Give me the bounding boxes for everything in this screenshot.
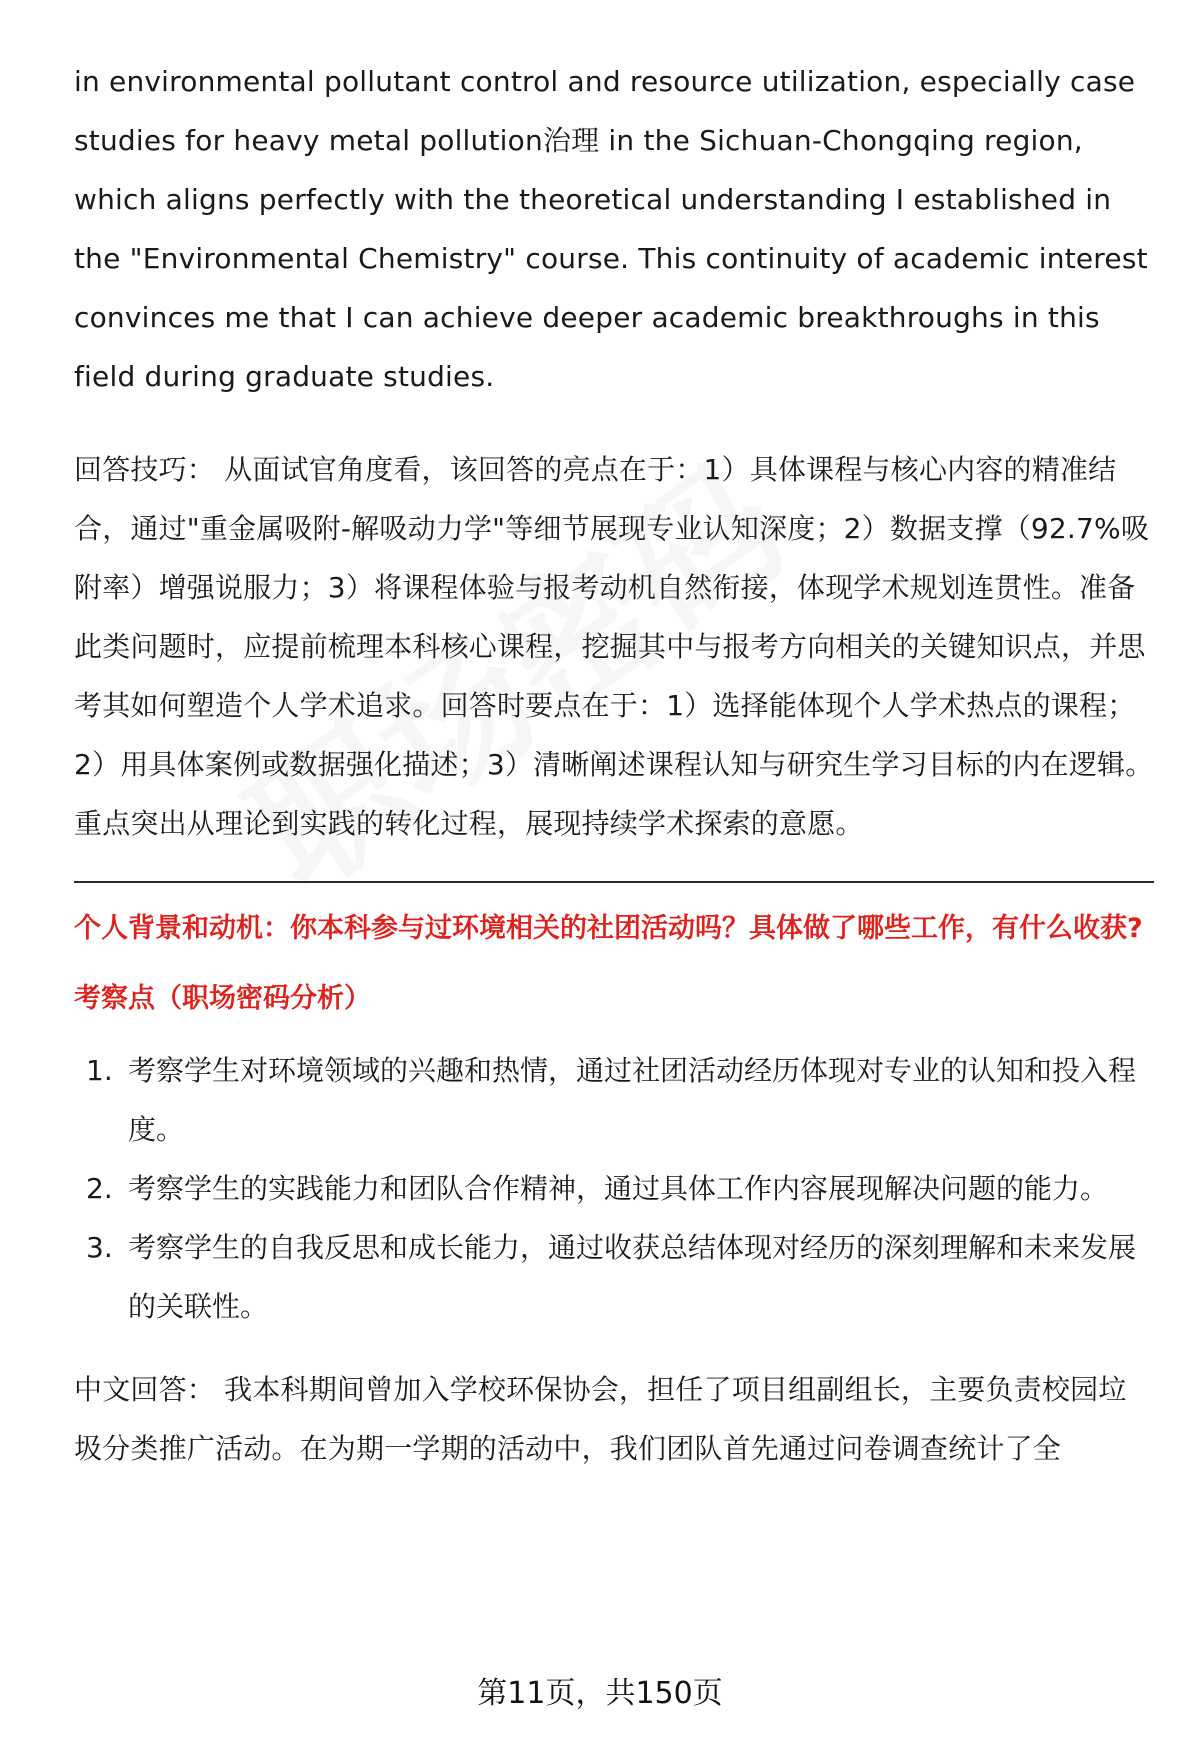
chinese-answer-paragraph — [74, 1360, 1154, 1478]
analysis-points-list — [74, 1041, 1154, 1336]
intro-paragraph: in environmental pollutant control and resource utilization, especially case studies for heavy metal pollution治理 in the Sichuan-Chongqing region, which aligns perfectly with the theoretical understanding I established in the "Environmental Chemistry" course. This continuity of academic interest convinces me that I can achieve deeper academic breakthroughs in this field during graduate studies. — [74, 65, 1148, 393]
list-item-text: 考察学生的实践能力和团队合作精神，通过具体工作内容展现解决问题的能力。 — [128, 1172, 1109, 1205]
list-item-number: 2. — [86, 1172, 113, 1205]
answer-tip-paragraph — [74, 440, 1154, 853]
answer-tip-text: 从面试官角度看，该回答的亮点在于：1）具体课程与核心内容的精准结合，通过"重金属吸附-解吸动力学"等细节展现专业认知深度；2）数据支撑（92.7%吸附率）增强说服力；3）将课程体验与报考动机自然衔接，体现学术规划连贯性。准备此类问题时，应提前梳理本科核心课程，挖掘其中与报考方向相关的关键知识点，并思考其如何塑造个人学术追求。回答时要点在于：1）选择能体现个人学术热点的课程；2）用具体案例或数据强化描述；3）清晰阐述课程认知与研究生学习目标的内在逻辑。重点突出从理论到实践的转化过程，展现持续学术探索的意愿。 — [74, 453, 1154, 840]
answer-tip-label: 回答技巧： — [74, 453, 216, 486]
analysis-section-title: 考察点（职场密码分析） — [74, 983, 371, 1014]
list-item-text: 考察学生对环境领域的兴趣和热情，通过社团活动经历体现对专业的认知和投入程度。 — [128, 1054, 1137, 1146]
page-number-footer: 第11页，共150页 — [477, 1676, 723, 1711]
section-divider — [74, 881, 1154, 883]
list-item-number: 1. — [86, 1054, 113, 1087]
question-heading: 个人背景和动机：你本科参与过环境相关的社团活动吗？具体做了哪些工作，有什么收获? — [74, 913, 1143, 944]
list-item — [74, 1159, 1154, 1218]
list-item-number: 3. — [86, 1231, 113, 1264]
list-item — [74, 1041, 1154, 1159]
chinese-answer-text: 我本科期间曾加入学校环保协会，担任了项目组副组长，主要负责校园垃圾分类推广活动。在为期一学期的活动中，我们团队首先通过问卷调查统计了全 — [74, 1373, 1127, 1465]
list-item-text: 考察学生的自我反思和成长能力，通过收获总结体现对经历的深刻理解和未来发展的关联性。 — [128, 1231, 1137, 1323]
list-item — [74, 1218, 1154, 1336]
document-page — [74, 52, 1154, 1478]
chinese-answer-label: 中文回答： — [74, 1373, 216, 1406]
